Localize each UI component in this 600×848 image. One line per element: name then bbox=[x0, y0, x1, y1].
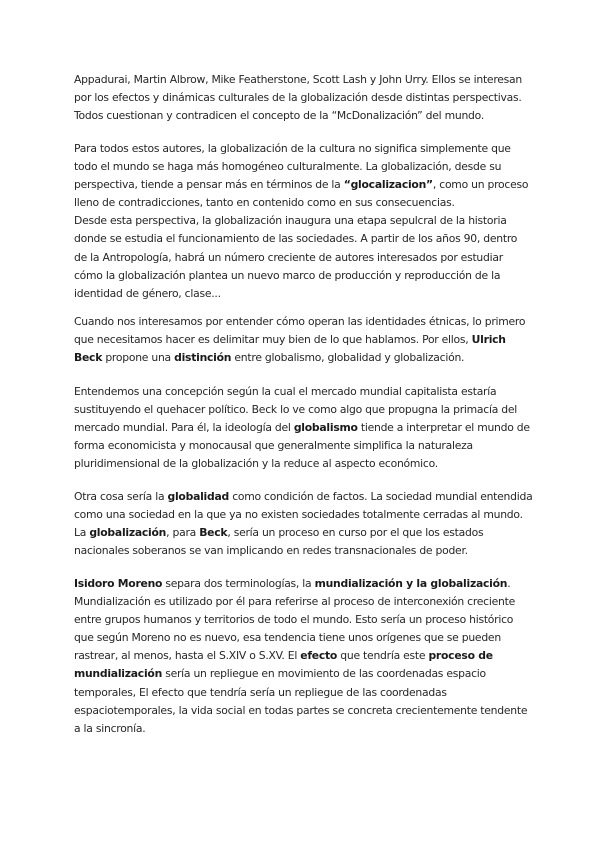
text-run: Appadurai, Martin Albrow, Mike Featherstone, Scott Lash y John Urry. Ellos se interesan bbox=[74, 73, 522, 86]
paragraph-3 bbox=[74, 313, 544, 367]
text-line bbox=[74, 455, 544, 473]
text-run: forma economicista y monocausal que generalmente simplifica la naturaleza bbox=[74, 439, 473, 453]
text-line bbox=[74, 647, 544, 665]
text-run: entre globalismo, globalidad y globalización. bbox=[231, 351, 465, 365]
bold-text-run: distinción bbox=[174, 351, 232, 365]
text-line bbox=[74, 285, 544, 303]
text-run: donde se estudia el funcionamiento de las sociedades. A partir de los años 90, dentro bbox=[74, 232, 518, 246]
text-run: rastrear, al menos, hasta el S.XIV o S.XV. El bbox=[74, 649, 301, 663]
text-line bbox=[74, 71, 544, 89]
text-run: como una sociedad en la que ya no existen sociedades totalmente cerradas al mundo. bbox=[74, 508, 523, 522]
text-line bbox=[74, 107, 544, 125]
text-line bbox=[74, 212, 544, 230]
bold-text-run: globalización bbox=[89, 526, 167, 540]
text-run: que necesitamos hacer es delimitar muy bien de lo que hablamos. Por ellos, bbox=[74, 333, 472, 347]
text-line bbox=[74, 158, 544, 176]
text-line bbox=[74, 230, 544, 248]
bold-text-run: proceso de bbox=[428, 649, 493, 663]
text-run: de la Antropología, habrá un número creciente de autores interesados por estudiar bbox=[74, 250, 503, 264]
text-run: que tendría este bbox=[337, 649, 429, 663]
text-line bbox=[74, 488, 544, 506]
text-line bbox=[74, 419, 544, 437]
text-run: mercado mundial. Para él, la ideología del bbox=[74, 421, 294, 435]
text-run: entre grupos humanos y territorios de todo el mundo. Esto sería un proceso histórico bbox=[74, 613, 514, 627]
bold-text-run: Beck bbox=[74, 351, 103, 365]
text-run: nacionales soberanos se van implicando en redes transnacionales de poder. bbox=[74, 544, 468, 558]
bold-text-run: “glocalizacion” bbox=[343, 178, 433, 192]
text-run: como condición de factos. La sociedad mundial entendida bbox=[229, 490, 533, 503]
text-line bbox=[74, 176, 544, 194]
text-run: temporales, El efecto que tendría sería un repliegue de las coordenadas bbox=[74, 685, 447, 699]
text-line bbox=[74, 611, 544, 629]
text-line bbox=[74, 542, 544, 560]
text-line bbox=[74, 249, 544, 267]
text-line bbox=[74, 401, 544, 419]
bold-text-run: globalismo bbox=[293, 421, 358, 435]
text-run: Otra cosa sería la bbox=[74, 490, 168, 503]
bold-text-run: mundialización bbox=[74, 667, 163, 681]
text-line bbox=[74, 383, 544, 401]
text-run: , sería un proceso en curso por el que los estados bbox=[227, 526, 484, 540]
text-line bbox=[74, 524, 544, 542]
text-run: Desde esta perspectiva, la globalización inaugura una etapa sepulcral de la historia bbox=[74, 214, 507, 228]
text-run: cómo la globalización plantea un nuevo marco de producción y reproducción de la bbox=[74, 268, 501, 282]
text-run: a la sincronía. bbox=[74, 721, 146, 735]
text-run: todo el mundo se haga más homogéneo culturalmente. La globalización, desde su bbox=[74, 160, 502, 174]
text-line bbox=[74, 313, 544, 331]
text-line bbox=[74, 437, 544, 455]
paragraph-1 bbox=[74, 71, 544, 125]
text-run: Todos cuestionan y contradicen el concepto de la “McDonalización” del mundo. bbox=[74, 109, 485, 123]
text-run: La bbox=[74, 526, 90, 540]
text-line bbox=[74, 593, 544, 611]
text-run: , para bbox=[166, 526, 200, 540]
paragraph-5 bbox=[74, 488, 544, 560]
text-run: identidad de género, clase... bbox=[74, 286, 221, 300]
text-run: por los efectos y dinámicas culturales de la globalización desde distintas perspectivas. bbox=[74, 91, 522, 105]
text-run: sustituyendo el quehacer político. Beck lo ve como algo que propugna la primacía del bbox=[74, 403, 518, 417]
text-run: que según Moreno no es nuevo, esa tendencia tiene unos orígenes que se pueden bbox=[74, 631, 501, 645]
text-line bbox=[74, 267, 544, 285]
paragraph-2 bbox=[74, 140, 544, 303]
text-line bbox=[74, 665, 544, 683]
bold-text-run: mundialización y la globalización bbox=[314, 577, 508, 590]
text-run: Cuando nos interesamos por entender cómo operan las identidades étnicas, lo primero bbox=[74, 315, 526, 328]
text-line bbox=[74, 331, 544, 349]
text-line bbox=[74, 720, 544, 738]
text-line bbox=[74, 349, 544, 367]
text-run: . bbox=[507, 577, 511, 590]
text-run: Mundialización es utilizado por él para referirse al proceso de interconexión creciente bbox=[74, 595, 515, 609]
paragraph-6 bbox=[74, 575, 544, 738]
text-line bbox=[74, 506, 544, 524]
text-line bbox=[74, 194, 544, 212]
bold-text-run: Beck bbox=[199, 526, 228, 540]
text-line bbox=[74, 89, 544, 107]
text-run: , como un proceso bbox=[432, 178, 529, 192]
text-line bbox=[74, 140, 544, 158]
text-run: sería un repliegue en movimiento de las coordenadas espacio bbox=[162, 667, 486, 681]
text-run: tiende a interpretar el mundo de bbox=[357, 421, 530, 435]
text-run: pluridimensional de la globalización y la reduce al aspecto económico. bbox=[74, 457, 438, 471]
bold-text-run: efecto bbox=[300, 649, 338, 663]
bold-text-run: Isidoro Moreno bbox=[74, 577, 163, 590]
text-line bbox=[74, 702, 544, 720]
text-run: separa dos terminologías, la bbox=[162, 577, 315, 590]
paragraph-4 bbox=[74, 383, 544, 473]
text-run: Para todos estos autores, la globalización de la cultura no significa simplemente que bbox=[74, 142, 511, 155]
bold-text-run: Ulrich bbox=[471, 333, 506, 347]
text-line bbox=[74, 575, 544, 593]
text-line bbox=[74, 629, 544, 647]
bold-text-run: globalidad bbox=[167, 490, 230, 503]
text-run: perspectiva, tiende a pensar más en términos de la bbox=[74, 178, 344, 192]
text-line bbox=[74, 684, 544, 702]
text-run: espaciotemporales, la vida social en todas partes se concreta crecientemente tendente bbox=[74, 703, 528, 717]
text-run: propone una bbox=[102, 351, 175, 365]
text-run: Entendemos una concepción según la cual el mercado mundial capitalista estaría bbox=[74, 385, 497, 398]
text-run: lleno de contradicciones, tanto en contenido como en sus consecuencias. bbox=[74, 196, 455, 210]
